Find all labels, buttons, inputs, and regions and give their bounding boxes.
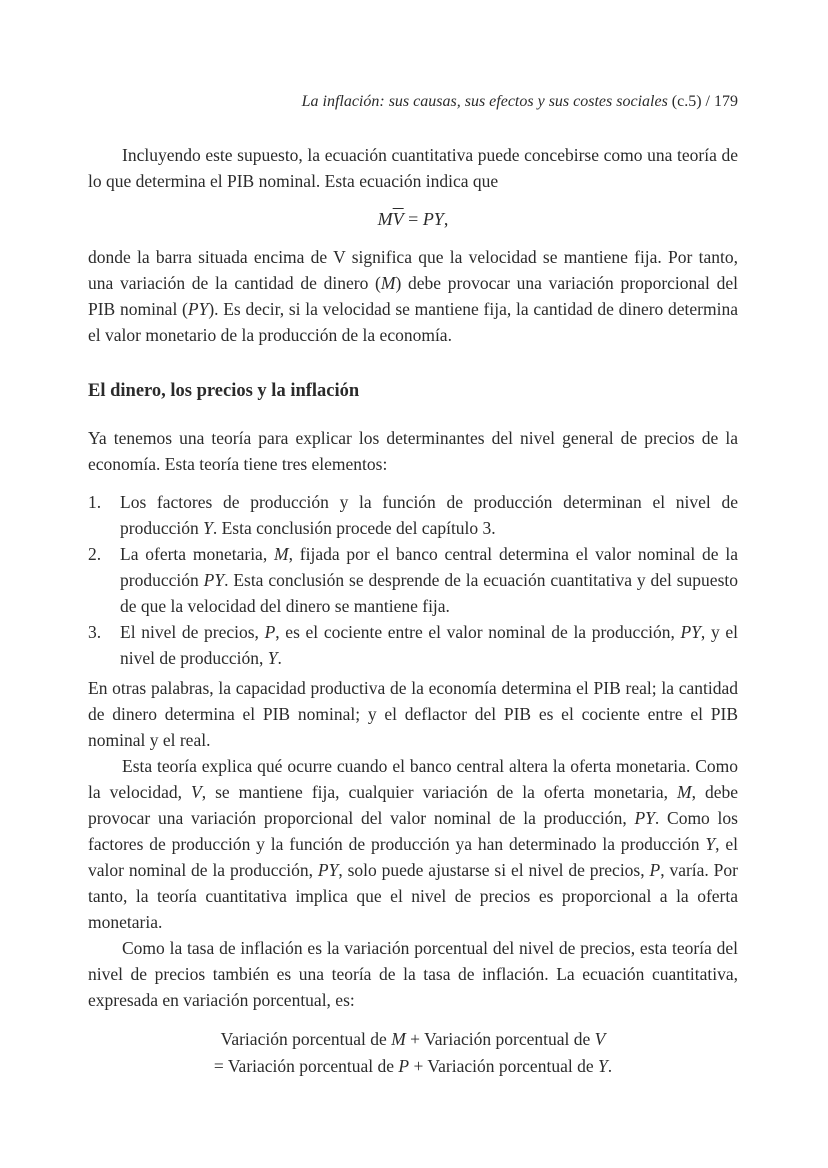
theory-elements-list <box>88 489 738 671</box>
section-heading: El dinero, los precios y la inflación <box>88 381 360 401</box>
running-title: La inflación: sus causas, sus efectos y sus costes sociales <box>301 93 668 110</box>
list-number: 1. <box>88 492 102 512</box>
paragraph-summary: En otras palabras, la capacidad productiva de la economía determina el PIB real; la cantidad de dinero determina el PIB nominal; y el deflactor del PIB es el cociente entre el PIB nominal y el real. <box>88 678 738 750</box>
list-number: 2. <box>88 544 102 564</box>
chapter-page-ref: (c.5) / 179 <box>667 93 738 110</box>
list-item-text: El nivel de precios, P, es el cociente entre el valor nominal de la producción, PY, y el nivel de producción, Y. <box>120 622 738 668</box>
list-number: 3. <box>88 622 102 642</box>
list-item-text: Los factores de producción y la función de producción determinan el nivel de producción Y. Esta conclusión procede del capítulo 3. <box>120 492 738 538</box>
list-item-3 <box>88 619 738 671</box>
paragraph-theory-explains: Esta teoría explica qué ocurre cuando el banco central altera la oferta monetaria. Como la velocidad, V, se mantiene fija, cualquier variación de la oferta monetaria, M, debe provocar una variación proporcional del valor nominal de la producción, PY. Como los factores de producción y la función de producción ya han determinado la producción Y, el valor nominal de la producción, PY, solo puede ajustarse si el nivel de precios, P, varía. Por tanto, la teoría cuantitativa implica que el nivel de precios es proporcional a la oferta monetaria. <box>88 756 738 932</box>
list-item-2 <box>88 541 738 619</box>
paragraph-velocity: donde la barra situada encima de V significa que la velocidad se mantiene fija. Por tanto, una variación de la cantidad de dinero (M) debe provocar una variación proporcional del PIB nominal (PY). Es decir, si la velocidad se mantiene fija, la cantidad de dinero determina el valor monetario de la producción de la economía. <box>88 247 738 345</box>
paragraph-theory-intro: Ya tenemos una teoría para explicar los determinantes del nivel general de precios de la economía. Esta teoría tiene tres elementos: <box>88 428 738 474</box>
equation-line-2: = Variación porcentual de P + Variación porcentual de Y. <box>213 1056 613 1076</box>
paragraph-inflation-rate: Como la tasa de inflación es la variación porcentual del nivel de precios, esta teoría del nivel de precios también es una teoría de la tasa de inflación. La ecuación cuantitativa, expresada en variación porcentual, es: <box>88 938 738 1010</box>
equation-percent-change <box>88 1026 738 1080</box>
paragraph-intro: Incluyendo este supuesto, la ecuación cuantitativa puede concebirse como una teoría de lo que determina el PIB nominal. Esta ecuación indica que <box>88 145 738 191</box>
equation-line-1: Variación porcentual de M + Variación porcentual de V <box>220 1029 606 1049</box>
list-item-text: La oferta monetaria, M, fijada por el banco central determina el valor nominal de la producción PY. Esta conclusión se desprende de la ecuación cuantitativa y del supuesto de que la velocidad del dinero se mantiene fija. <box>120 544 739 616</box>
list-item-1 <box>88 489 738 541</box>
equation-quantity: $M\overline{V}$ = PY, <box>377 209 449 229</box>
running-header <box>88 0 738 112</box>
